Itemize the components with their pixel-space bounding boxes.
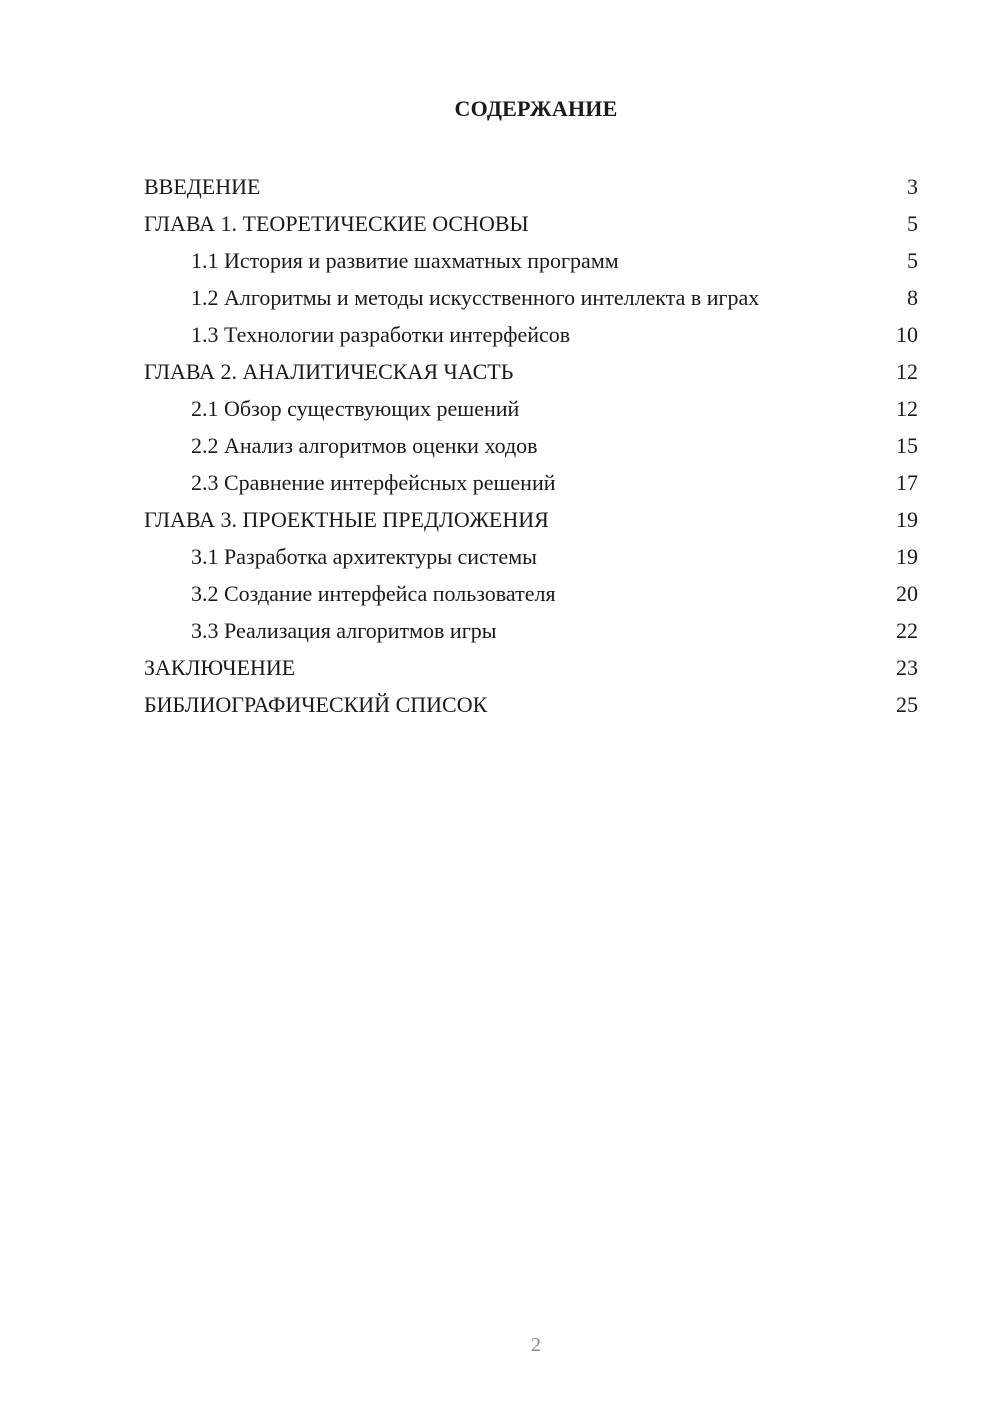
toc-entry-label: 1.1 История и развитие шахматных программ: [191, 248, 619, 273]
toc-entry-introduction[interactable]: [144, 168, 918, 205]
toc-entry-section-1-1[interactable]: [144, 242, 918, 279]
toc-entry-label: ГЛАВА 1. ТЕОРЕТИЧЕСКИЕ ОСНОВЫ: [144, 211, 529, 236]
toc-entry-label: ЗАКЛЮЧЕНИЕ: [144, 655, 296, 680]
toc-entry-page: 3: [907, 174, 918, 199]
toc-entry-label: БИБЛИОГРАФИЧЕСКИЙ СПИСОК: [144, 692, 488, 717]
toc-entry-label: 2.2 Анализ алгоритмов оценки ходов: [191, 433, 538, 458]
toc-entry-chapter-3[interactable]: [144, 501, 918, 538]
toc-entry-page: 22: [896, 618, 918, 643]
toc-entry-label: 2.1 Обзор существующих решений: [191, 396, 520, 421]
toc-entry-page: 5: [907, 248, 918, 273]
toc-entry-label: 1.2 Алгоритмы и методы искусственного интеллекта в играх: [191, 285, 760, 310]
toc-entry-section-2-1[interactable]: [144, 390, 918, 427]
toc-entry-page: 12: [896, 396, 918, 421]
toc-entry-section-2-3[interactable]: [144, 464, 918, 501]
toc-entry-page: 19: [896, 507, 918, 532]
toc-entry-page: 15: [896, 433, 918, 458]
toc-entry-section-1-3[interactable]: [144, 316, 918, 353]
toc-entry-label: 3.3 Реализация алгоритмов игры: [191, 618, 497, 643]
toc-entry-label: 2.3 Сравнение интерфейсных решений: [191, 470, 556, 495]
toc-entry-label: 3.1 Разработка архитектуры системы: [191, 544, 537, 569]
toc-entry-section-3-2[interactable]: [144, 575, 918, 612]
toc-entry-label: ВВЕДЕНИЕ: [144, 174, 261, 199]
toc-entry-chapter-2[interactable]: [144, 353, 918, 390]
toc-entry-section-3-1[interactable]: [144, 538, 918, 575]
toc-entry-bibliography[interactable]: [144, 686, 918, 723]
toc-entry-page: 17: [896, 470, 918, 495]
toc-entry-page: 19: [896, 544, 918, 569]
toc-entry-page: 12: [896, 359, 918, 384]
toc-entry-conclusion[interactable]: [144, 649, 918, 686]
toc-entry-section-1-2[interactable]: [144, 279, 918, 316]
toc-entry-section-2-2[interactable]: [144, 427, 918, 464]
table-of-contents: [144, 168, 918, 723]
toc-entry-page: 23: [896, 655, 918, 680]
toc-entry-label: ГЛАВА 2. АНАЛИТИЧЕСКАЯ ЧАСТЬ: [144, 359, 514, 384]
page-title: СОДЕРЖАНИЕ: [454, 96, 618, 121]
toc-entry-page: 20: [896, 581, 918, 606]
toc-entry-label: 3.2 Создание интерфейса пользователя: [191, 581, 556, 606]
toc-entry-page: 5: [907, 211, 918, 236]
toc-entry-page: 8: [907, 285, 918, 310]
toc-entry-section-3-3[interactable]: [144, 612, 918, 649]
toc-entry-chapter-1[interactable]: [144, 205, 918, 242]
toc-entry-page: 10: [896, 322, 918, 347]
toc-entry-label: ГЛАВА 3. ПРОЕКТНЫЕ ПРЕДЛОЖЕНИЯ: [144, 507, 549, 532]
toc-entry-label: 1.3 Технологии разработки интерфейсов: [191, 322, 571, 347]
toc-entry-page: 25: [896, 692, 918, 717]
page-number: 2: [531, 1334, 541, 1356]
